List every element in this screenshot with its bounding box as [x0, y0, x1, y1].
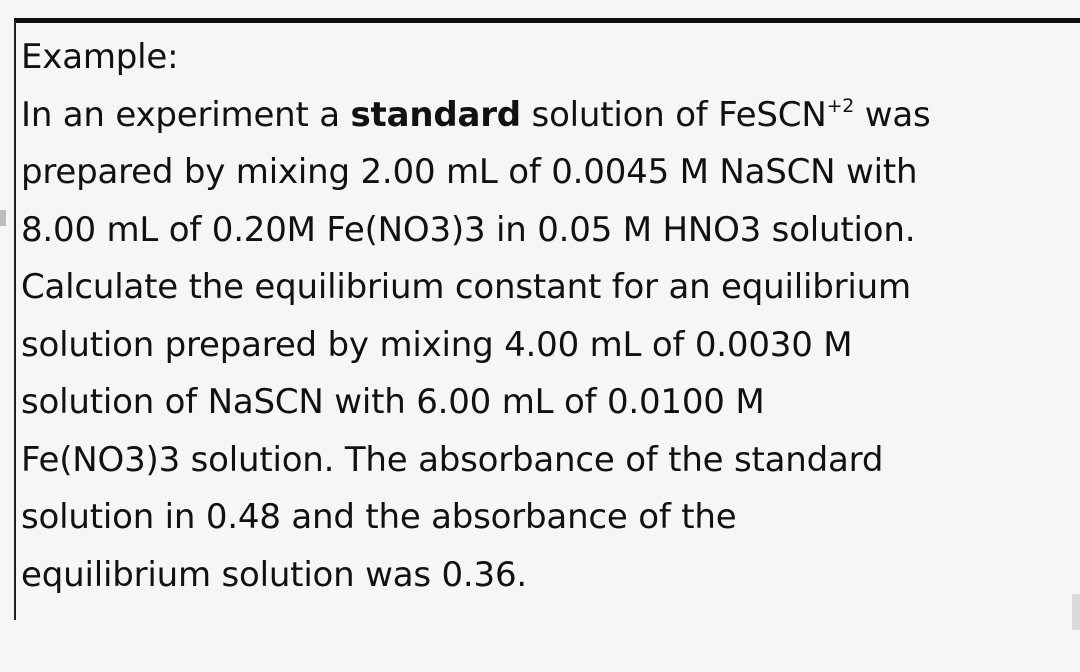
partial-left-edge	[0, 210, 6, 226]
standard-term: standard	[350, 94, 521, 135]
partial-right-edge	[1072, 594, 1080, 630]
problem-line-1	[21, 87, 1061, 145]
problem-line-8: solution in 0.48 and the absorbance of the	[21, 497, 737, 537]
problem-line-9: equilibrium solution was 0.36.	[21, 554, 527, 595]
problem-line-5: solution prepared by mixing 4.00 mL of 0.0030 M	[21, 324, 853, 365]
fescn-charge: +2	[826, 94, 855, 117]
problem-line-4: Calculate the equilibrium constant for an equilibrium	[21, 267, 911, 307]
problem-text	[21, 29, 1061, 604]
left-border	[14, 20, 16, 620]
problem-line-3: 8.00 mL of 0.20M Fe(NO3)3 in 0.05 M HNO3 solution.	[21, 209, 916, 250]
problem-line-2: prepared by mixing 2.00 mL of 0.0045 M NaSCN with	[21, 152, 918, 192]
problem-line-7: Fe(NO3)3 solution. The absorbance of the standard	[21, 439, 884, 480]
top-border	[14, 18, 1080, 23]
line-1-middle: solution of FeSCN	[520, 94, 827, 135]
example-title: Example:	[21, 37, 179, 77]
line-1-prefix: In an experiment a	[21, 94, 351, 135]
line-1-suffix: was	[854, 94, 931, 135]
problem-line-6: solution of NaSCN with 6.00 mL of 0.0100 M	[21, 382, 765, 422]
